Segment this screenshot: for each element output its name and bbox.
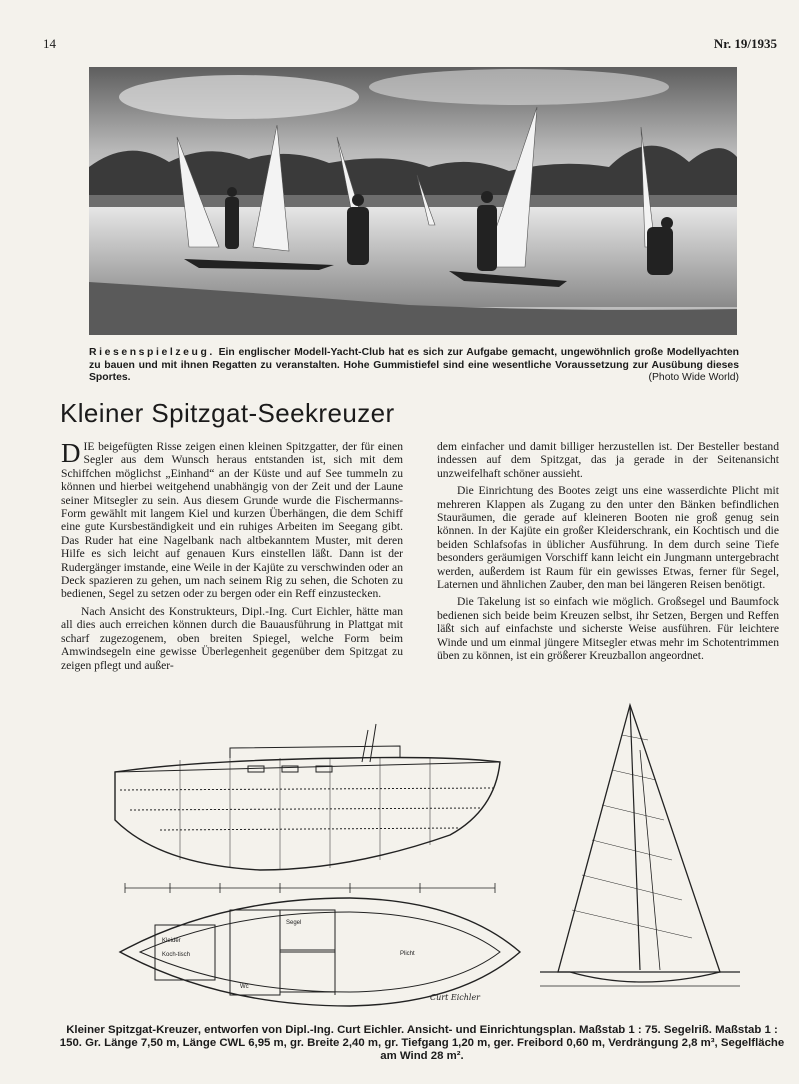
paragraph: DIE beigefügten Risse zeigen einen kleinen Spitzgatter, der für einen Segler aus dem Wunsch heraus entstanden ist, sich mit dem Schiffchen möglichst „Einhand“ an der Küste und auf See tummeln zu können und hierbei weitgehend unabhängig von der Zeit und der Laune seiner Mitsegler zu sein. Aus diesem Grunde wurde die Fischermanns-Form gewählt mit langem Kiel und kurzen Überhängen, die dem Schiff eine gute Kursbeständigkeit und ein ruhiges Arbeiten im Seegang gibt. Das Ruder hat eine Nagelbank nach altbekanntem Muster, mit deren Hilfe es sich leicht auf genauen Kurs einstellen läßt. Dann ist der Rudergänger imstande, eine Weile in der Kajüte zu verschwinden oder an Deck spazieren zu gehen, um nach seinem Rig zu sehen, die Schoten zu bedienen, Segel zu setzen oder zu bergen oder ein Reff einzustecken. [61, 438, 403, 601]
model-yacht-photo [89, 67, 737, 335]
caption-text: Ein englischer Modell-Yacht-Club hat es sich zur Aufgabe gemacht, ungewöhnlich große Modellyachten zu bauen und mit ihnen Regatten zu veranstalten. Hohe Gummistiefel sind eine wesentliche Voraussetzung zur Ausübung dieses Sportes. [89, 347, 739, 383]
plan-label: Plicht [400, 951, 415, 957]
paragraph: dem einfacher und damit billiger herzustellen ist. Der Besteller bestand indessen auf dem Spitzgat, das ja gerade in der Seitenansicht unzweifelhaft schöner aussieht. [437, 440, 779, 480]
paragraph: Nach Ansicht des Konstrukteurs, Dipl.-Ing. Curt Eichler, hätte man all dies auch erreichen können durch die Bauausführung in Plattgat mit scharf zugezogenem, oben breiten Spiegel, welche Form beim Amwindsegeln eine gewisse Überlegenheit gegenüber dem Spitzgat zu zeigen pflegt und außer- [61, 604, 403, 672]
side-elevation [115, 724, 500, 870]
page-number: 14 [43, 36, 56, 51]
article-title: Kleiner Spitzgat-Seekreuzer [60, 398, 395, 428]
article-column-left [61, 440, 403, 672]
caption-lead: Riesenspielzeug. [89, 347, 215, 358]
photo-caption [89, 347, 739, 385]
plan-label: Segel [286, 920, 302, 926]
yacht-plans-drawing [100, 700, 740, 1020]
sail-plan [540, 705, 740, 986]
plan-label: Kleider [162, 938, 181, 944]
article-column-right [437, 440, 779, 663]
photo-credit: (Photo Wide World) [648, 372, 739, 383]
figure-caption: Kleiner Spitzgat-Kreuzer, entworfen von Dipl.-Ing. Curt Eichler. Ansicht- und Einrichtungsplan. Maßstab 1 : 75. Segelriß. Maßstab 1 : 150. Gr. Länge 7,50 m, Länge CWL 6,95 m, gr. Breite 2,40 m, gr. Tiefgang 1,20 m, ger. Freibord 0,60 m, Verdrängung 2,8 m³, Segelfläche am Wind 28 m². [59, 1024, 785, 1062]
issue-number: Nr. 19/1935 [713, 36, 777, 51]
plan-label: Wc [240, 984, 249, 990]
designer-signature: Curt Eichler [430, 993, 481, 1002]
paragraph: Die Einrichtung des Bootes zeigt uns eine wasserdichte Plicht mit mehreren Klappen als Zugang zu den unter den Bänken befindlichen Stauräumen, die gerade auf kleineren Booten nie groß genug sein können. In der Kajüte ein großer Kleiderschrank, ein Kochtisch und die beiden Schlafsofas in üblicher Ausführung. In dem durch seine Tiefe besonders geräumigen Vorschiff kann leicht ein Jungmann untergebracht werden, außerdem ist Raum für ein gewisses Etwas, ferner für Segel, Laternen und ähnlichen Zauber, den man bei längeren Reisen benötigt. [437, 484, 779, 592]
plan-label: Koch-tisch [162, 952, 191, 958]
paragraph: Die Takelung ist so einfach wie möglich. Großsegel und Baumfock bedienen sich beide beim Kreuzen selbst, ihr Setzen, Bergen und Reffen läßt sich auf einfachste und sicherste Weise ausführen. Für leichtere Winde und um einmal jüngere Mitsegler etwas mehr im Schotentrimmen üben zu können, ist ein größerer Kreuzballon angeordnet. [437, 595, 779, 663]
drop-cap: D [61, 438, 81, 468]
